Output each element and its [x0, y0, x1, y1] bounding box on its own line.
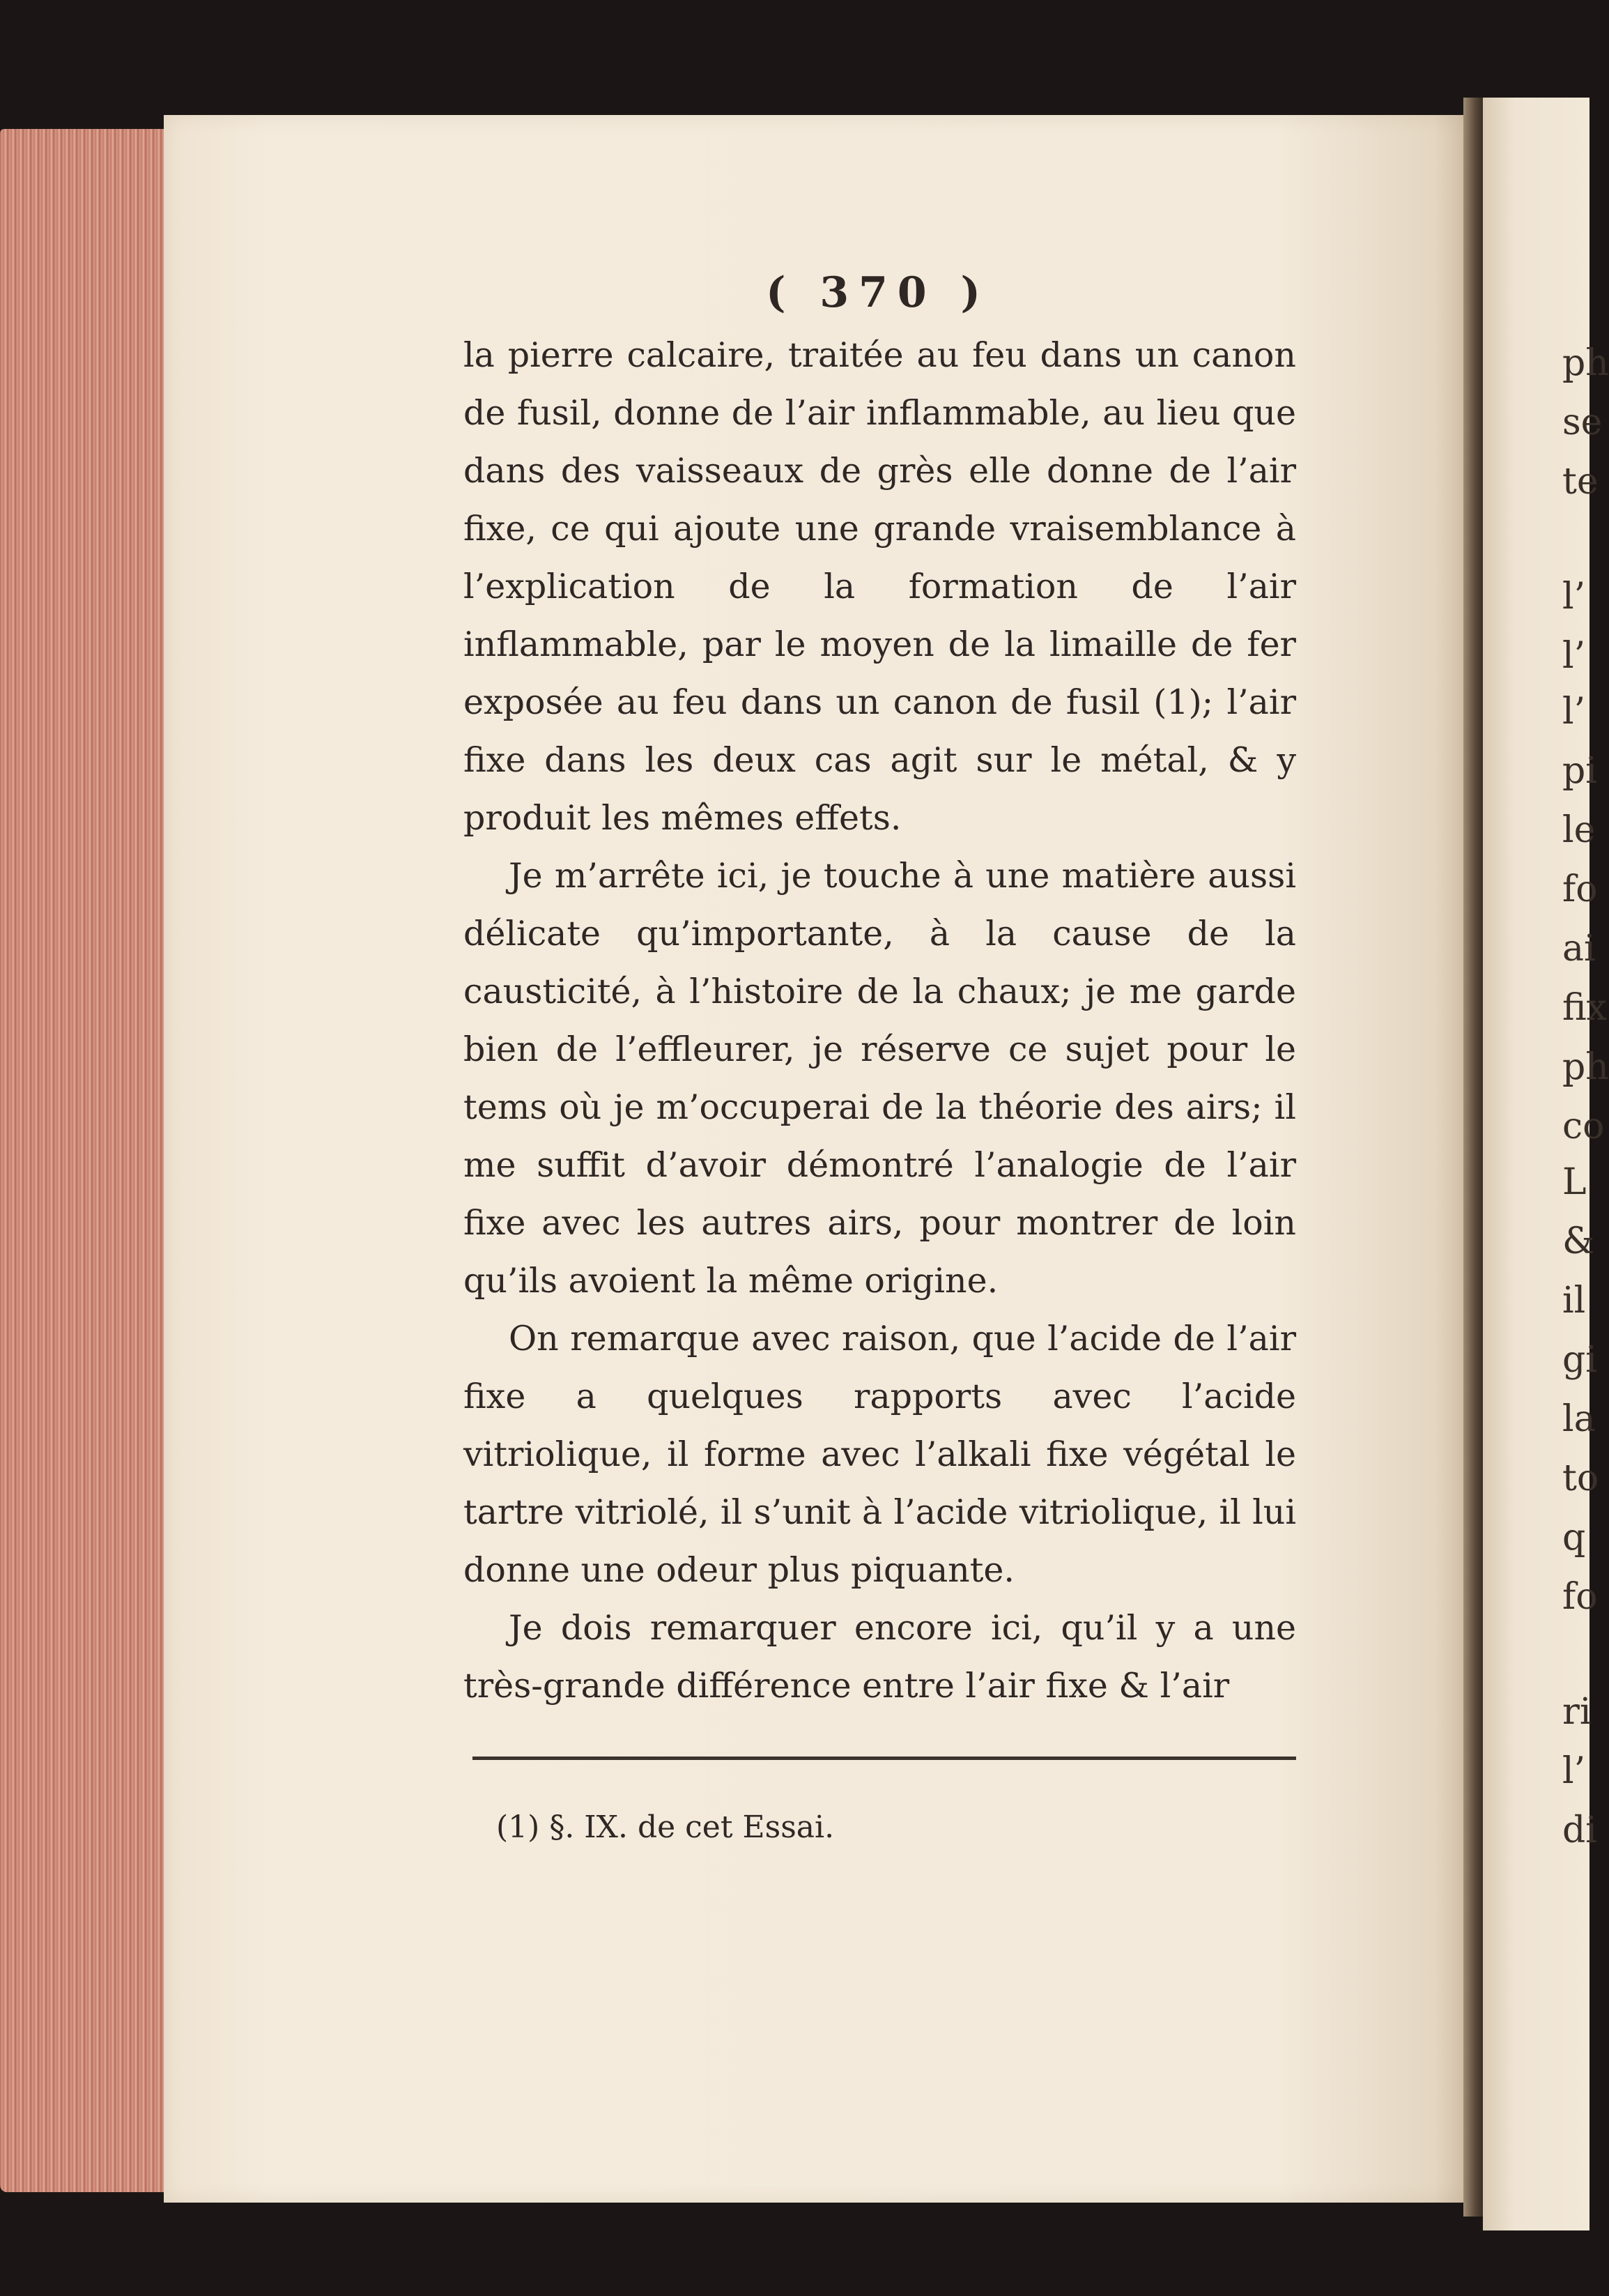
facing-page-fragment: l’	[1562, 635, 1586, 677]
facing-page-fragment: se	[1562, 401, 1603, 443]
book-gutter	[1463, 98, 1483, 2217]
facing-page-fragment: ai	[1562, 928, 1596, 970]
footnote: (1) §. IX. de cet Essai.	[496, 1809, 835, 1845]
facing-page-fragment: l’	[1562, 576, 1586, 618]
facing-page-fragment: &	[1562, 1220, 1595, 1262]
facing-page-fragment: l’	[1562, 691, 1586, 733]
facing-page-fragment: te	[1562, 461, 1599, 503]
facing-page-fragment: ph	[1562, 342, 1609, 384]
facing-page-fragment: gi	[1562, 1339, 1597, 1381]
book-fore-edge	[0, 129, 174, 2192]
paragraph: Je m’arrête ici, je touche à une matière aussi délicate qu’importante, à la cause de la causticité, à l’histoire de la chaux; je me garde bien de l’effleurer, je réserve ce sujet pour le tems où je m’occuperai de la théorie des airs; il me suffit d’avoir démontré l’analogie de l’air fixe avec les autres airs, pour montrer de loin qu’ils avoient la même origine.	[463, 856, 1296, 1301]
footnote-rule	[472, 1757, 1296, 1760]
facing-page-fragment: ph	[1562, 1046, 1609, 1088]
facing-page-fragment: q	[1562, 1517, 1586, 1559]
facing-page-fragment: ri	[1562, 1691, 1592, 1733]
facing-page-fragment: L	[1562, 1161, 1587, 1203]
paragraph: la pierre calcaire, traitée au feu dans un canon de fusil, donne de l’air inflammable, au lieu que dans des vaisseaux de grès elle donne de l’air fixe, ce qui ajoute une grande vraisemblance à l’explication de la formation de l’air inflammable, par le moyen de la limaille de fer exposée au feu dans un canon de fusil (1); l’air fixe dans les deux cas agit sur le métal, & y produit les mêmes effets.	[463, 335, 1296, 838]
paragraph: On remarque avec raison, que l’acide de l’air fixe a quelques rapports avec l’acide vitriolique, il forme avec l’alkali fixe végétal le tartre vitriolé, il s’unit à l’acide vitriolique, il lui donne une odeur plus piquante.	[463, 1319, 1296, 1590]
page-number-header: ( 370 )	[766, 268, 990, 317]
body-text	[463, 326, 1296, 1715]
facing-page-fragment: la	[1562, 1398, 1596, 1440]
facing-page-fragment: to	[1562, 1457, 1599, 1499]
facing-page-fragment: co	[1562, 1105, 1605, 1147]
paragraph: Je dois remarquer encore ici, qu’il y a une très-grande différence entre l’air fixe & l’air	[463, 1608, 1296, 1706]
facing-page-fragment: fo	[1562, 868, 1598, 910]
facing-page-fragment: l’	[1562, 1750, 1586, 1792]
facing-page-fragment: pi	[1562, 750, 1597, 792]
facing-page-fragment: fo	[1562, 1576, 1598, 1618]
facing-page-fragment: le	[1562, 809, 1596, 851]
facing-page-fragment: fix	[1562, 987, 1608, 1029]
facing-page-fragment: il	[1562, 1280, 1586, 1322]
facing-page-fragment: di	[1562, 1809, 1597, 1851]
